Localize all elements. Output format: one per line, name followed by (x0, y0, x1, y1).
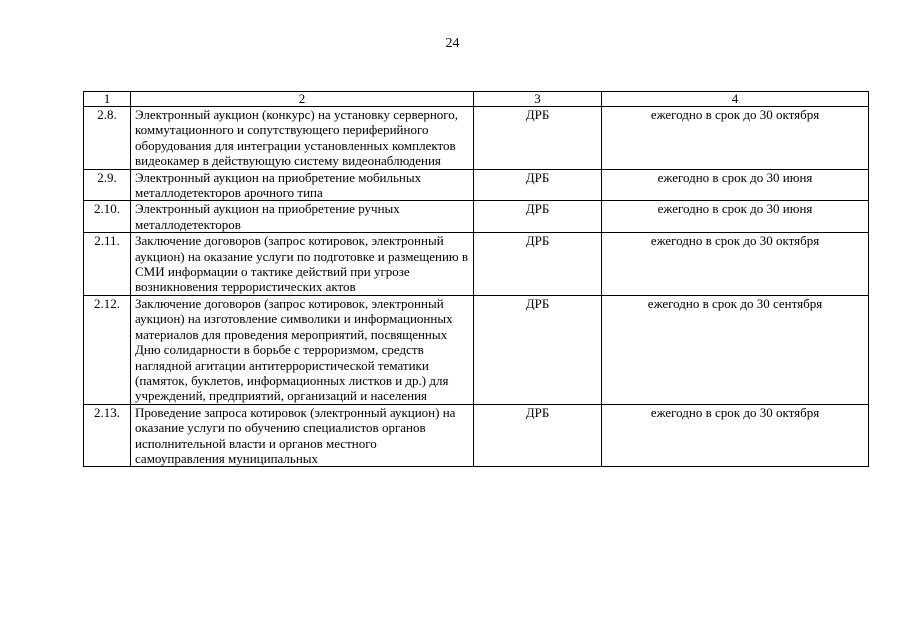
measures-table (83, 91, 869, 467)
deadline: ежегодно в срок до 30 октября (602, 107, 869, 170)
row-number: 2.12. (84, 295, 131, 404)
deadline: ежегодно в срок до 30 октября (602, 404, 869, 467)
measure-description: Проведение запроса котировок (электронный аукцион) на оказание услуги по обучению специалистов органов исполнительной власти и органов местного самоуправления муниципальных (131, 404, 474, 467)
table-row (84, 169, 869, 201)
measure-description: Электронный аукцион на приобретение ручных металлодетекторов (131, 201, 474, 233)
table-row (84, 295, 869, 404)
deadline: ежегодно в срок до 30 июня (602, 169, 869, 201)
row-number: 2.11. (84, 233, 131, 296)
column-header-1: 1 (84, 92, 131, 107)
page-number: 24 (445, 36, 460, 51)
column-header-3: 3 (474, 92, 602, 107)
measure-description: Электронный аукцион на приобретение мобильных металлодетекторов арочного типа (131, 169, 474, 201)
table-row (84, 404, 869, 467)
executor: ДРБ (474, 404, 602, 467)
deadline: ежегодно в срок до 30 сентября (602, 295, 869, 404)
executor: ДРБ (474, 201, 602, 233)
measure-description: Заключение договоров (запрос котировок, электронный аукцион) на оказание услуги по подготовке и размещению в СМИ информации о тактике действий при угрозе возникновения террористических актов (131, 233, 474, 296)
measure-description: Электронный аукцион (конкурс) на установку серверного, коммутационного и сопутствующего периферийного оборудования для интеграции установленных комплектов видеокамер в действующую систему видеонаблюдения (131, 107, 474, 170)
deadline: ежегодно в срок до 30 октября (602, 233, 869, 296)
table-row (84, 233, 869, 296)
executor: ДРБ (474, 169, 602, 201)
row-number: 2.13. (84, 404, 131, 467)
executor: ДРБ (474, 295, 602, 404)
executor: ДРБ (474, 233, 602, 296)
row-number: 2.9. (84, 169, 131, 201)
column-header-4: 4 (602, 92, 869, 107)
row-number: 2.8. (84, 107, 131, 170)
deadline: ежегодно в срок до 30 июня (602, 201, 869, 233)
measure-description: Заключение договоров (запрос котировок, электронный аукцион) на изготовление символики и информационных материалов для проведения мероприятий, посвященных Дню солидарности в борьбе с терроризмом, средств наглядной агитации антитеррористической тематики (памяток, буклетов, информационных листков и др.) для учреждений, предприятий, организаций и населения (131, 295, 474, 404)
table-row (84, 107, 869, 170)
table-row (84, 201, 869, 233)
column-header-2: 2 (131, 92, 474, 107)
executor: ДРБ (474, 107, 602, 170)
row-number: 2.10. (84, 201, 131, 233)
table-header-row (84, 92, 869, 107)
